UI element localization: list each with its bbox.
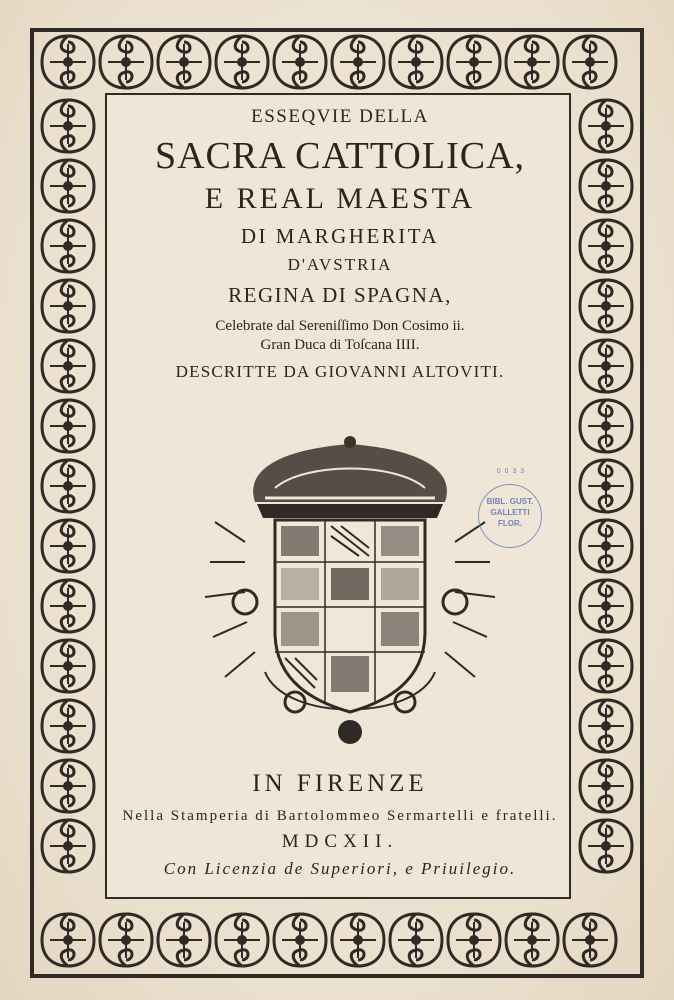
title-line-6: REGINA DI SPAGNA, xyxy=(228,283,452,307)
imprint-year: MDCXII. xyxy=(281,831,399,852)
imprint-block xyxy=(108,770,572,879)
title-block xyxy=(108,100,572,382)
title-line-1: ESSEQVIE DELLA xyxy=(251,106,429,127)
title-line-4: DI MARGHERITA xyxy=(240,224,440,248)
imprint-license: Con Licenzia de Superiori, e Priuilegio. xyxy=(163,859,517,878)
coat-of-arms xyxy=(205,432,495,752)
title-line-7: Celebrate dal Sereniſſimo Don Cosimo ii. xyxy=(215,318,465,334)
library-stamp xyxy=(478,466,544,566)
title-line-2: SACRA CATTOLICA, xyxy=(154,135,526,177)
stamp-text: BIBL. GUST. GALLETTI FLOR. xyxy=(486,497,534,528)
imprint-printer: Nella Stamperia di Bartolommeo Sermartelli e fratelli. xyxy=(122,808,558,824)
title-line-3: E REAL MAESTA xyxy=(204,182,476,215)
stamp-number: 0 0 3 3 xyxy=(496,468,526,475)
author-line: DESCRITTE DA GIOVANNI ALTOVITI. xyxy=(175,362,505,381)
coat-of-arms-art xyxy=(205,432,495,752)
title-line-8: Gran Duca di Toſcana IIII. xyxy=(260,337,420,353)
title-line-5: D'AVSTRIA xyxy=(287,255,393,274)
imprint-city: IN FIRENZE xyxy=(252,770,428,797)
